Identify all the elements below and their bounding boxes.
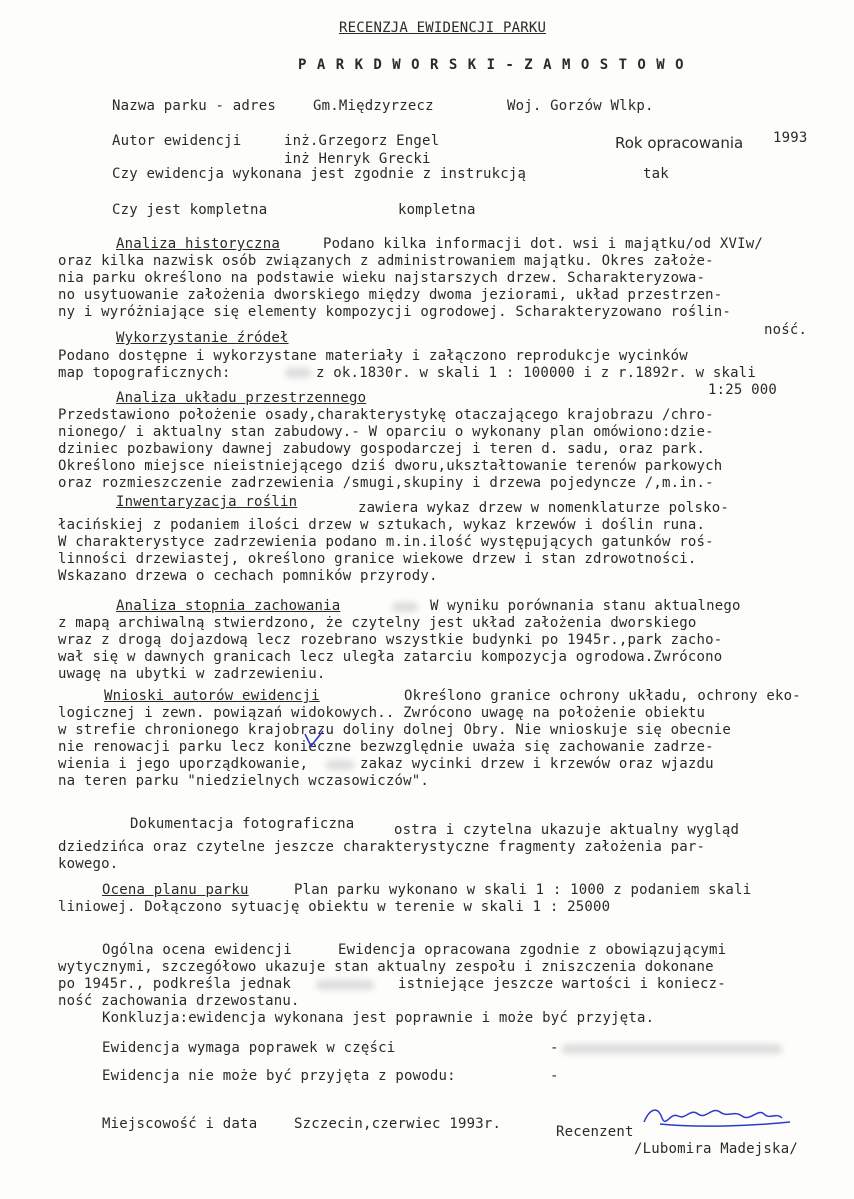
photo-line-1: dziedzińca oraz czytelne jeszcze charakterystyczne fragmenty założenia par-	[58, 839, 706, 855]
conclusions-line-0: Określono granice ochrony układu, ochrony eko-	[404, 688, 801, 704]
complete-label: Czy jest kompletna	[112, 202, 268, 218]
sources-line-3: 1:25 000	[708, 382, 778, 398]
general-line-0: Ewidencja opracowana zgodnie z obowiązującymi	[338, 942, 727, 958]
general-heading: Ogólna ocena ewidencji	[102, 942, 292, 958]
spatial-line-4: oraz rozmieszczenie zadrzewienia /smugi,skupiny i drzewa pojedyncze /,m.in.-	[58, 475, 714, 491]
general-line-4: ność zachowania drzewostanu.	[58, 993, 300, 1009]
park-address-value: Gm.Międzyrzecz	[313, 98, 434, 114]
preservation-line-4: uwagę na ubytki w zadrzewieniu.	[58, 666, 326, 682]
photo-line-0: ostra i czytelna ukazuje aktualny wygląd	[394, 822, 740, 838]
place-date-value: Szczecin,czerwiec 1993r.	[294, 1116, 502, 1132]
needs-corrections-dash: -	[550, 1040, 559, 1056]
preservation-line-1: z mapą archiwalną stwierdzono, że czytelny jest układ założenia dworskiego	[58, 615, 697, 631]
redaction	[316, 980, 374, 990]
author-1: inż.Grzegorz Engel	[284, 133, 440, 149]
instruction-label: Czy ewidencja wykonana jest zgodnie z instrukcją	[112, 166, 527, 182]
conclusions-line-5: zakaz wycinki drzew i krzewów oraz wjazdu	[360, 756, 714, 772]
spatial-line-1: nionego/ i aktualny stan zabudowy.- W oparciu o wykonany plan omówiono:dzie-	[58, 424, 714, 440]
author-label: Autor ewidencji	[112, 133, 242, 149]
historical-line-2: nia parku określono na podstawie wieku najstarszych drzew. Scharakteryzowa-	[58, 270, 706, 286]
historical-line-4: ny i wyróżniające się elementy kompozycji ogrodowej. Scharakteryzowano roślin-	[58, 304, 732, 320]
signature	[640, 1098, 810, 1138]
historical-heading: Analiza historyczna	[116, 236, 280, 252]
checkmark-icon	[302, 728, 326, 750]
complete-value: kompletna	[398, 202, 476, 218]
conclusions-heading: Wnioski autorów ewidencji	[104, 688, 320, 704]
historical-line-3: no usytuowanie założenia dworskiego między dwoma jeziorami, układ przestrzen-	[58, 287, 723, 303]
author-2: inż Henryk Grecki	[284, 151, 431, 167]
reviewer-label: Recenzent	[556, 1124, 634, 1140]
inventory-line-1: łacińskiej z podaniem ilości drzew w sztukach, wykaz krzewów i doślin runa.	[58, 517, 706, 533]
inventory-heading: Inwentaryzacja roślin	[116, 494, 298, 510]
park-name: P A R K D W O R S K I - Z A M O S T O W O	[298, 57, 685, 73]
historical-line-5: ność.	[764, 322, 808, 338]
conclusions-line-6: na teren parku "niedzielnych wczasowiczów".	[58, 773, 430, 789]
sources-heading: Wykorzystanie źródeł	[116, 330, 289, 346]
general-line-3: istniejące jeszcze wartości i koniecz-	[398, 976, 726, 992]
inventory-line-4: Wskazano drzewa o cechach pomników przyrody.	[58, 568, 438, 584]
redaction	[562, 1044, 782, 1054]
reviewer-name: /Lubomira Madejska/	[634, 1141, 798, 1157]
inventory-line-2: W charakterystyce zadrzewienia podano m.in.ilość występujących gatunków roś-	[58, 534, 714, 550]
redaction	[285, 368, 311, 378]
general-line-5: Konkluzja:ewidencja wykonana jest poprawnie i może być przyjęta.	[102, 1010, 655, 1026]
inventory-line-0: zawiera wykaz drzew w nomenklaturze polsko-	[358, 500, 730, 516]
year-value: 1993	[773, 130, 808, 146]
conclusions-line-3: nie renowacji parku lecz konieczne bezwzględnie uważa się zachowanie zadrze-	[58, 739, 714, 755]
cannot-accept-dash: -	[550, 1068, 559, 1084]
sources-line-0: Podano dostępne i wykorzystane materiały i załączono reprodukcje wycinków	[58, 348, 688, 364]
conclusions-line-2: w strefie chronionego krajobrazu doliny dolnej Obry. Nie wnioskuje się obecnie	[58, 722, 732, 738]
plan-heading: Ocena planu parku	[102, 882, 249, 898]
photo-heading: Dokumentacja fotograficzna	[130, 816, 355, 832]
voivodeship-value: Woj. Gorzów Wlkp.	[507, 98, 654, 114]
needs-corrections-label: Ewidencja wymaga poprawek w części	[102, 1040, 396, 1056]
preservation-heading: Analiza stopnia zachowania	[116, 598, 341, 614]
place-date-label: Miejscowość i data	[102, 1116, 258, 1132]
year-label: Rok opracowania	[615, 134, 744, 152]
cannot-accept-label: Ewidencja nie może być przyjęta z powodu:	[102, 1068, 456, 1084]
park-name-label: Nazwa parku - adres	[112, 98, 276, 114]
conclusions-line-1: logicznej i zewn. powiązań widokowych.. Zwrócono uwagę na położenie obiektu	[58, 705, 706, 721]
general-line-1: wytycznymi, szczegółowo ukazuje stan aktualny zespołu i zniszczenia dokonane	[58, 959, 714, 975]
inventory-line-3: linności drzewiastej, określono granice wiekowe drzew i stan zdrowotności.	[58, 551, 697, 567]
preservation-line-0: W wyniku porównania stanu aktualnego	[430, 598, 741, 614]
spatial-line-2: dziniec pozbawiony dawnej zabudowy gospodarczej i teren d. sadu, oraz park.	[58, 441, 706, 457]
document-title: RECENZJA EWIDENCJI PARKU	[339, 20, 547, 36]
spatial-line-3: Określono miejsce nieistniejącego dziś dworu,ukształtowanie terenów parkowych	[58, 458, 723, 474]
sources-line-2: z ok.1830r. w skali 1 : 100000 i z r.1892r. w skali	[316, 365, 757, 381]
redaction	[326, 760, 354, 770]
instruction-value: tak	[643, 166, 669, 182]
spatial-line-0: Przedstawiono położenie osady,charakterystykę otaczającego krajobrazu /chro-	[58, 407, 714, 423]
preservation-line-3: wał się w dawnych granicach lecz uległa zatarciu kompozycja ogrodowa.Zwrócono	[58, 649, 723, 665]
sources-line-1: map topograficznych:	[58, 365, 231, 381]
spatial-heading: Analiza układu przestrzennego	[116, 390, 367, 406]
photo-line-2: kowego.	[58, 856, 119, 872]
general-line-2: po 1945r., podkreśla jednak	[58, 976, 291, 992]
conclusions-line-4: wienia i jego uporządkowanie,	[58, 756, 309, 772]
historical-line-0: Podano kilka informacji dot. wsi i majątku/od XVIw/	[323, 236, 764, 252]
plan-line-1: liniowej. Dołączono sytuację obiektu w terenie w skali 1 : 25000	[58, 899, 611, 915]
preservation-line-2: wraz z drogą dojazdową lecz rozebrano wszystkie budynki po 1945r.,park zacho-	[58, 632, 723, 648]
historical-line-1: oraz kilka nazwisk osób związanych z administrowaniem majątku. Okres założe-	[58, 253, 714, 269]
plan-line-0: Plan parku wykonano w skali 1 : 1000 z podaniem skali	[294, 882, 752, 898]
redaction	[392, 602, 418, 612]
